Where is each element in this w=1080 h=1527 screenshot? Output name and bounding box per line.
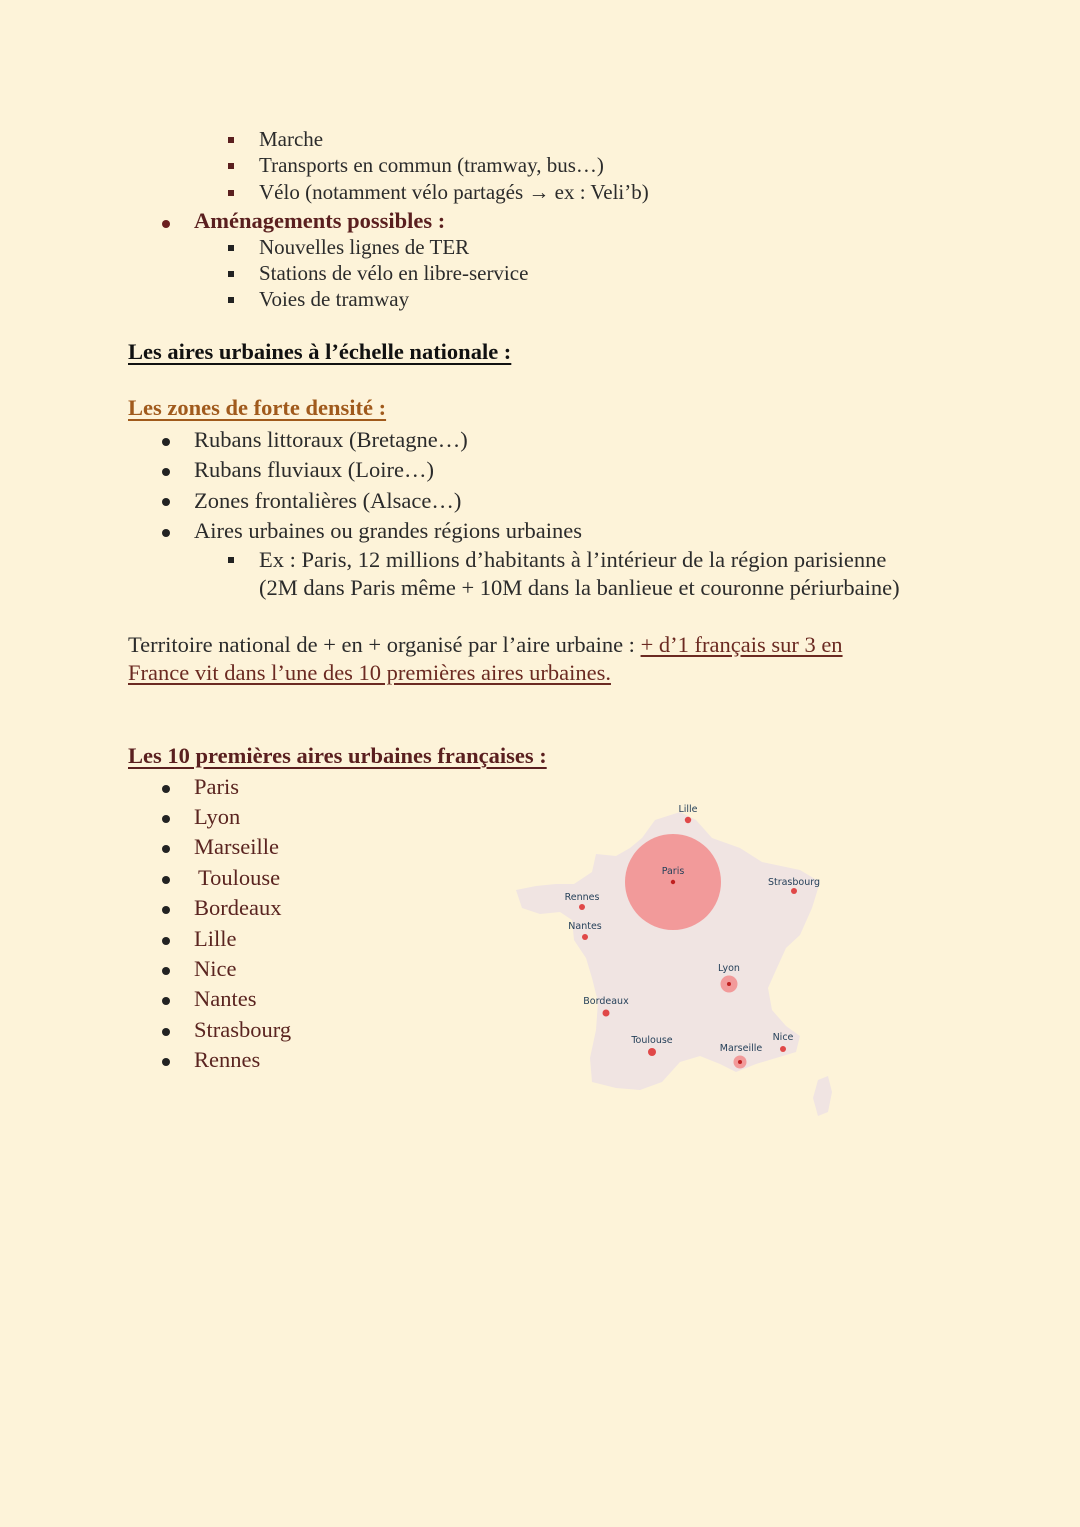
example-text: (2M dans Paris même + 10M dans la banlieue et couronne périurbaine) <box>259 575 900 600</box>
territoire-paragraph <box>128 632 843 658</box>
map-label-rennes: Rennes <box>564 892 600 903</box>
list-item: Transports en commun (tramway, bus…) <box>259 153 604 177</box>
bullet-icon <box>162 438 170 446</box>
zones-heading: Les zones de forte densité : <box>128 395 387 420</box>
bullet-icon <box>162 876 170 884</box>
bullet-icon <box>162 937 170 945</box>
list-item: Lyon <box>194 804 241 829</box>
bullet-icon <box>162 498 170 506</box>
square-bullet-icon <box>228 245 234 251</box>
territoire-prefix: Territoire national de + en + organisé par l’aire urbaine : <box>128 632 641 657</box>
list-item: Zones frontalières (Alsace…) <box>194 488 462 513</box>
list-item: Rennes <box>194 1047 261 1072</box>
france-map <box>500 790 850 1130</box>
list-item: Nantes <box>194 986 257 1011</box>
territoire-highlight: + d’1 français sur 3 en <box>640 632 843 657</box>
list-item: Nouvelles lignes de TER <box>259 235 470 259</box>
map-label-toulouse: Toulouse <box>631 1035 673 1046</box>
section-heading: Les aires urbaines à l’échelle nationale : <box>128 339 512 364</box>
square-bullet-icon <box>228 271 234 277</box>
list-item: Marseille <box>194 834 279 859</box>
list-item: Voies de tramway <box>259 287 410 311</box>
list-item: Marche <box>259 127 324 151</box>
amenagements-title: Aménagements possibles : <box>194 208 446 233</box>
map-label-bordeaux: Bordeaux <box>583 996 629 1007</box>
bullet-icon <box>162 785 170 793</box>
bullet-icon <box>162 815 170 823</box>
list-item: Strasbourg <box>194 1017 292 1042</box>
bullet-icon <box>162 1058 170 1066</box>
nice-dot <box>780 1046 786 1052</box>
square-bullet-icon <box>228 190 234 196</box>
list-item: Nice <box>194 956 237 981</box>
square-bullet-icon <box>228 557 234 563</box>
rennes-dot <box>579 904 585 910</box>
list-item: Rubans littoraux (Bretagne…) <box>194 427 468 452</box>
square-bullet-icon <box>228 297 234 303</box>
paris-dot <box>671 880 675 884</box>
map-label-marseille: Marseille <box>719 1043 763 1054</box>
lyon-dot <box>727 982 731 986</box>
top10-heading: Les 10 premières aires urbaines françaises : <box>128 743 547 768</box>
bullet-icon <box>162 906 170 914</box>
bordeaux-dot <box>603 1010 610 1017</box>
bullet-icon <box>162 529 170 537</box>
territoire-highlight: France vit dans l’une des 10 premières aires urbaines. <box>128 660 611 685</box>
marseille-dot <box>738 1060 742 1064</box>
bullet-icon <box>162 997 170 1005</box>
list-item: Paris <box>194 774 239 799</box>
map-label-strasbourg: Strasbourg <box>767 877 821 888</box>
map-label-nantes: Nantes <box>568 921 602 932</box>
square-bullet-icon <box>228 163 234 169</box>
bullet-icon <box>162 1028 170 1036</box>
map-label-paris: Paris <box>661 866 685 877</box>
nantes-dot <box>582 934 588 940</box>
bullet-icon <box>162 468 170 476</box>
square-bullet-icon <box>228 137 234 143</box>
map-label-nice: Nice <box>772 1032 794 1043</box>
bullet-icon <box>162 220 170 228</box>
lille-dot <box>685 817 691 823</box>
bullet-icon <box>162 845 170 853</box>
toulouse-dot <box>648 1048 656 1056</box>
list-item: Rubans fluviaux (Loire…) <box>194 457 434 482</box>
map-label-lille: Lille <box>678 804 698 815</box>
list-item: Vélo (notamment vélo partagés → ex : Veli’b) <box>259 180 649 204</box>
example-text: Ex : Paris, 12 millions d’habitants à l’intérieur de la région parisienne <box>259 547 887 572</box>
map-label-lyon: Lyon <box>718 963 740 974</box>
list-item: Aires urbaines ou grandes régions urbaines <box>194 518 583 543</box>
list-item: Toulouse <box>198 865 281 890</box>
list-item: Bordeaux <box>194 895 282 920</box>
strasbourg-dot <box>791 888 797 894</box>
bullet-icon <box>162 967 170 975</box>
list-item: Stations de vélo en libre-service <box>259 261 529 285</box>
list-item: Lille <box>194 926 237 951</box>
corsica-land <box>813 1076 832 1116</box>
